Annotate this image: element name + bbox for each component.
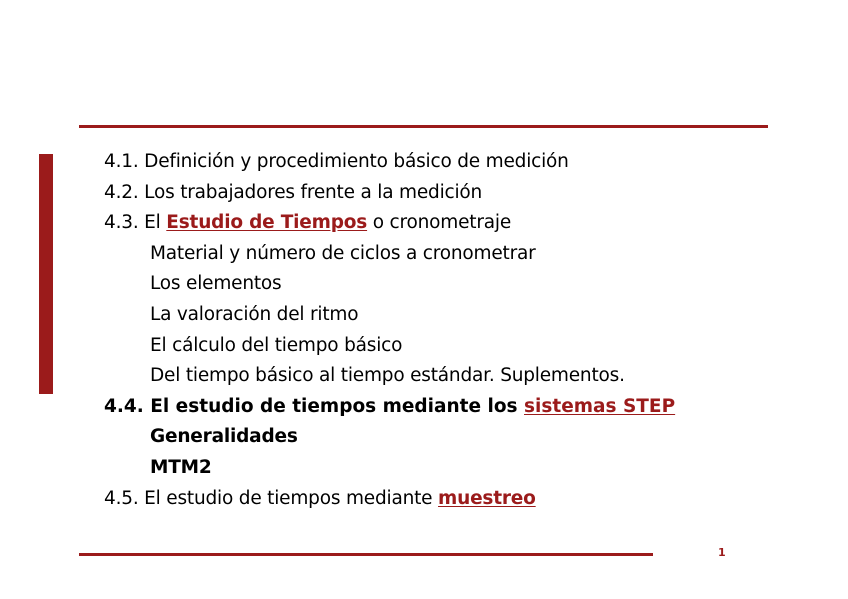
outline-item-4-5: [104, 484, 804, 515]
outline-subitem: Del tiempo básico al tiempo estándar. Suplementos.: [150, 365, 625, 387]
outline-item-4-3: [104, 208, 804, 239]
outline-item-4-2: 4.2. Los trabajadores frente a la medición: [104, 181, 483, 203]
outline-subitem: La valoración del ritmo: [150, 303, 359, 325]
side-accent-bar: [39, 154, 53, 394]
outline-item-4-4-prefix: 4.4. El estudio de tiempos mediante los: [104, 395, 525, 417]
page-number: 1: [718, 546, 726, 559]
outline-subitem: Material y número de ciclos a cronometrar: [150, 242, 536, 264]
estudio-de-tiempos-link[interactable]: Estudio de Tiempos: [166, 212, 368, 234]
outline-subitem: Generalidades: [150, 426, 298, 448]
muestreo-link[interactable]: muestreo: [438, 487, 536, 509]
outline-subitem: Los elementos: [150, 273, 282, 295]
bottom-divider: [79, 553, 653, 556]
outline-item-4-5-prefix: 4.5. El estudio de tiempos mediante: [104, 487, 439, 509]
outline-subitem: El cálculo del tiempo básico: [150, 334, 403, 356]
sistemas-step-link[interactable]: sistemas STEP: [524, 395, 676, 417]
outline-item-4-4: [104, 392, 804, 423]
outline-list: [104, 147, 804, 514]
outline-subitem: MTM2: [150, 456, 212, 478]
outline-item-4-3-suffix: o cronometraje: [367, 212, 512, 234]
outline-item-4-3-prefix: 4.3. El: [104, 212, 167, 234]
top-divider: [79, 125, 768, 128]
outline-item-4-1: 4.1. Definición y procedimiento básico de medición: [104, 151, 569, 172]
